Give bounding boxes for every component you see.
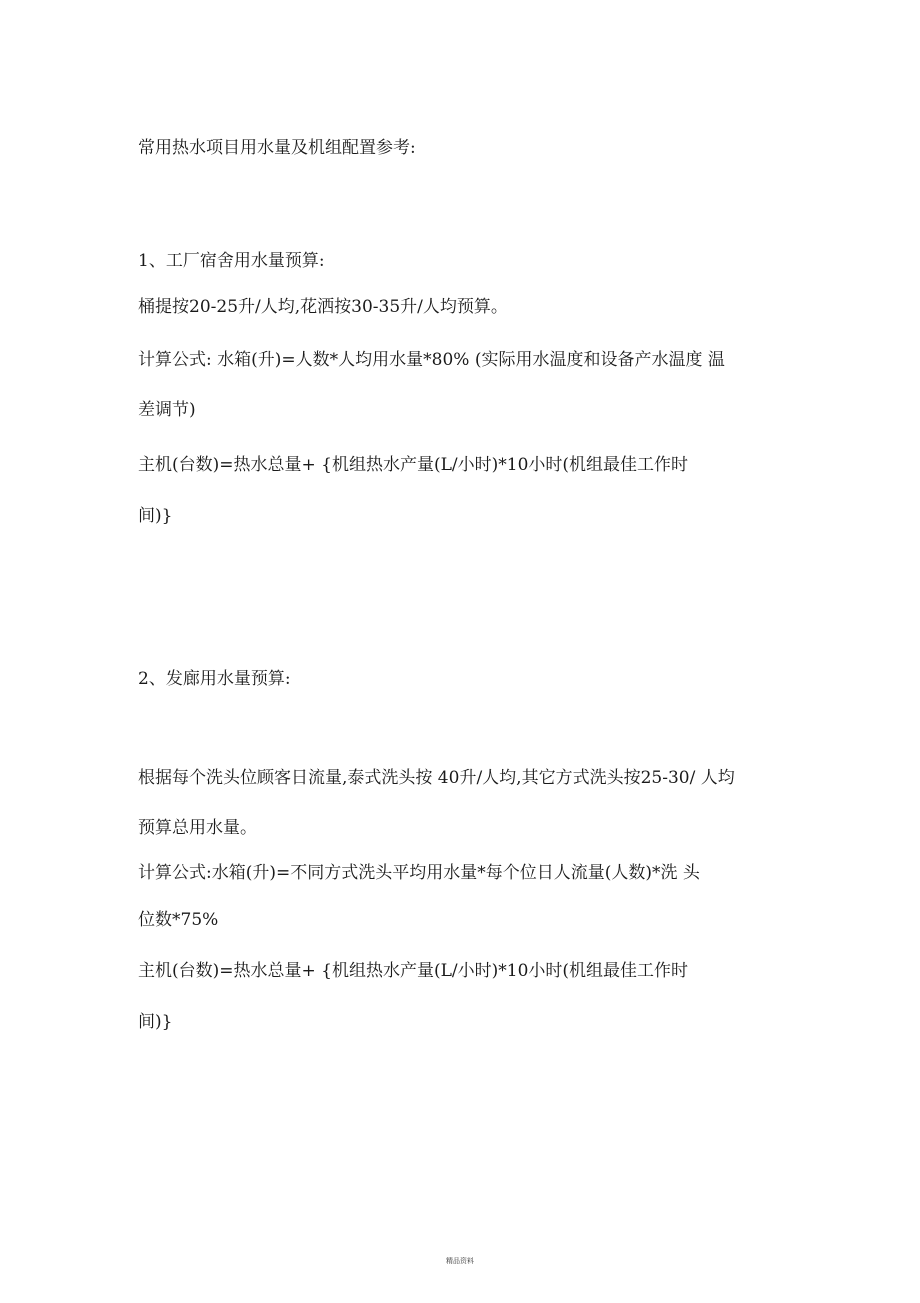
page-footer: 精品资料 (446, 1257, 474, 1265)
section2-line1: 根据每个洗头位顾客日流量,泰式洗头按 40升/人均,其它方式洗头按25-30/ 人均 (138, 768, 735, 788)
section1-heading: 1、工厂宿舍用水量预算: (138, 251, 325, 271)
section1-line1: 桶提按20-25升/人均,花洒按30-35升/人均预算。 (138, 297, 508, 317)
section2-formula-line1: 计算公式:水箱(升)=不同方式洗头平均用水量*每个位日人流量(人数)*洗 头 (138, 863, 700, 883)
section1-host-line1: 主机(台数)=热水总量+ {机组热水产量(L/小时)*10小时(机组最佳工作时 (138, 455, 689, 475)
section1-host-line2: 间)} (138, 506, 173, 526)
section2-host-line2: 间)} (138, 1012, 173, 1032)
section1-formula-line2: 差调节) (138, 400, 196, 420)
section2-line2: 预算总用水量。 (138, 818, 257, 838)
document-title: 常用热水项目用水量及机组配置参考: (138, 138, 416, 158)
section1-formula-line1: 计算公式: 水箱(升)=人数*人均用水量*80% (实际用水温度和设备产水温度 温 (138, 350, 725, 370)
section2-host-line1: 主机(台数)=热水总量+ {机组热水产量(L/小时)*10小时(机组最佳工作时 (138, 961, 689, 981)
section2-formula-line2: 位数*75% (138, 910, 219, 930)
section2-heading: 2、发廊用水量预算: (138, 669, 291, 689)
